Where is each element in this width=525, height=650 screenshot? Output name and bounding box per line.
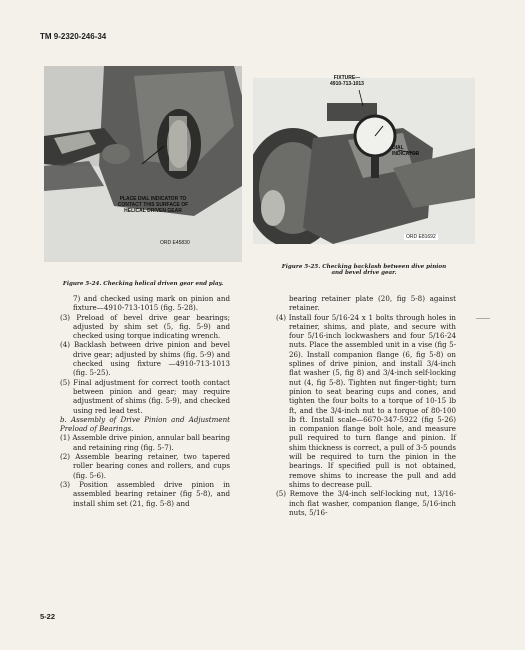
list-item: (5) Final adjustment for correct tooth contact between pinion and gear; may require adjustment of shims (fig. 5-9), and checked using red lead test. bbox=[60, 377, 230, 415]
fixture-label-line-2: 4910-713-1013 bbox=[330, 80, 364, 87]
dial-indicator-callout bbox=[98, 197, 208, 214]
dial-indicator-label bbox=[392, 146, 432, 158]
subsection-heading bbox=[50, 415, 230, 434]
dial-label-line-1: DIAL bbox=[392, 145, 404, 151]
left-text-column bbox=[50, 294, 230, 508]
list-item: (1) Assemble drive pinion, annular ball bearing and retaining ring (fig. 5-7). bbox=[60, 433, 230, 452]
margin-mark bbox=[476, 318, 490, 319]
figure-5-25-caption bbox=[253, 264, 475, 276]
backlash-fixture-illustration bbox=[253, 75, 475, 244]
figure-5-24-photo bbox=[44, 66, 242, 262]
page-number: 5-22 bbox=[40, 612, 56, 621]
list-item: (5) Remove the 3/4-inch self-locking nut, 13/16-inch flat washer, companion flange, 5/16-inch nuts, 5/16- bbox=[276, 489, 456, 517]
callout-line-3: HELICAL DRIVEN GEAR bbox=[124, 207, 182, 214]
right-text-column bbox=[266, 294, 456, 517]
tm-number-header: TM 9-2320-246-34 bbox=[40, 32, 107, 41]
dial-label-line-2: INDICATOR bbox=[392, 150, 420, 157]
list-item: (4) Install four 5/16-24 x 1 bolts through holes in retainer, shims, and plate, and secure with four 5/16-inch lockwashers and four 5/16-24 nuts. Place the assembled unit in a vise (fig 5-26). Install companion flange (6, fig 5-8) on splines of drive pinion, and install 3/4-inch flat washer (5, fig 8) and 3/4-inch self-locking nut (4, fig 5-8). Tighten nut finger-tight; turn pinion to seat bearing cups and cones, and tighten the four bolts to a torque of 10-15 lb ft, and the 3/4-inch nut to a torque of 80-100 lb ft. Install scale—6670-347-5922 (fig 5-26) in companion flange bolt hole, and measure pull required to turn flange and pinion. If shim thickness is correct, a pull of 3-5 pounds will be required to turn the pinion in the bearings. If specified pull is not obtained, remove shims to increase the pull and add shims to decrease pull. bbox=[276, 312, 456, 489]
subheading-text: b. Assembly of Drive Pinion and Adjustment Preload of Bearings. bbox=[60, 414, 230, 434]
figure-5-24-caption: Figure 5-24. Checking helical driven gear end play. bbox=[62, 281, 224, 287]
fixture-label bbox=[322, 76, 372, 88]
callout-line-2: CONTACT THIS SURFACE OF bbox=[117, 201, 189, 208]
list-item: (3) Position assembled drive pinion in assembled bearing retainer (fig 5-8), and install shim set (21, fig. 5-8) and bbox=[60, 479, 230, 508]
callout-line-1: PLACE DIAL INDICATOR TO bbox=[119, 196, 187, 202]
list-item: (3) Preload of bevel drive gear bearings; adjusted by shim set (5, fig. 5-9) and checked using torque indicating wrench. bbox=[60, 312, 230, 341]
ord-number-left: ORD E45830 bbox=[160, 240, 190, 246]
list-item: (4) Backlash between drive pinion and bevel drive gear; adjusted by shims (fig. 5-9) and checked using fixture —4910-713-1013 (fig. 5-25). bbox=[60, 340, 230, 378]
ord-number-right: ORD E81692 bbox=[406, 234, 436, 240]
continuation-text: bearing retainer plate (20, fig 5-8) against retainer. bbox=[289, 294, 456, 313]
caption-line-1: Figure 5-25. Checking backlash between dive pinion bbox=[281, 264, 447, 270]
figure-5-25-photo bbox=[253, 75, 475, 244]
list-item: (2) Assemble bearing retainer, two tapered roller bearing cones and rollers, and cups (fig. 5-6). bbox=[60, 452, 230, 480]
caption-line-2: and bevel drive gear. bbox=[331, 270, 397, 276]
fixture-label-line-1: FIXTURE— bbox=[333, 75, 361, 81]
gear-housing-illustration bbox=[44, 66, 242, 262]
continuation-text: 7) and checked using mark on pinion and fixture—4910-713-1015 (fig. 5-28). bbox=[73, 294, 230, 313]
